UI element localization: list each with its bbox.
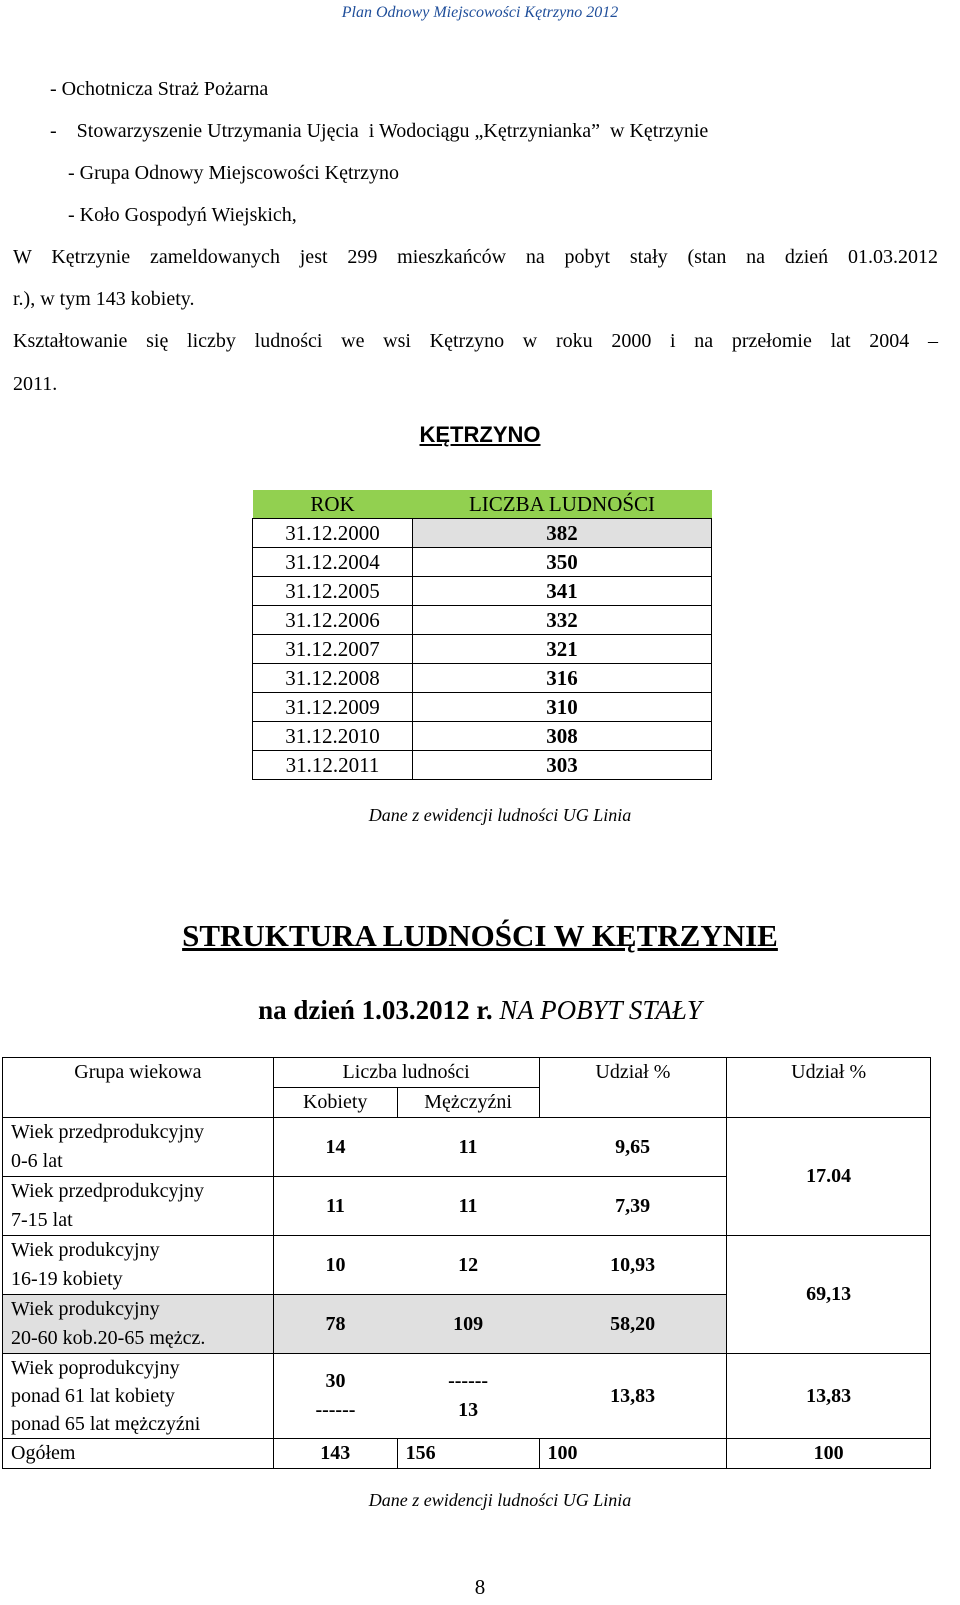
total-label: Ogółem <box>3 1439 274 1469</box>
men-cell: 109 <box>397 1295 539 1354</box>
header-group: Grupa wiekowa <box>3 1058 274 1088</box>
age-group-cell: Wiek produkcyjny 16-19 kobiety <box>3 1236 274 1295</box>
header-year: ROK <box>253 490 413 519</box>
year-cell: 31.12.2000 <box>253 519 413 548</box>
structure-source-note: Dane z ewidencji ludności UG Linia <box>368 1490 632 1510</box>
year-cell: 31.12.2005 <box>253 577 413 606</box>
year-cell: 31.12.2008 <box>253 664 413 693</box>
table-row <box>3 1118 931 1177</box>
total-row <box>3 1439 931 1469</box>
paragraph-2-line-1: Kształtowanie się liczby ludności we wsi Kętrzyno w roku 2000 i na przełomie lat 2004 – <box>13 330 938 352</box>
year-cell: 31.12.2007 <box>253 635 413 664</box>
value-cell: 308 <box>413 722 712 751</box>
intro-line-1: - Ochotnicza Straż Pożarna <box>50 78 269 100</box>
age-group-cell: Wiek przedprodukcyjny 0-6 lat <box>3 1118 274 1177</box>
women-cell: 11 <box>273 1177 397 1236</box>
table-row <box>253 722 712 751</box>
intro-line-3: - Grupa Odnowy Miejscowości Kętrzyno <box>68 162 400 184</box>
men-cell: 11 <box>397 1177 539 1236</box>
women-cell: 14 <box>273 1118 397 1177</box>
total-share: 100 <box>539 1439 727 1469</box>
structure-subheader-row <box>3 1088 931 1118</box>
page-header: Plan Odnowy Miejscowości Kętrzyno 2012 <box>341 4 619 21</box>
header-women: Kobiety <box>273 1088 397 1118</box>
women-cell: 78 <box>273 1295 397 1354</box>
intro-line-2: - Stowarzyszenie Utrzymania Ujęcia i Wodociągu „Kętrzynianka” w Kętrzynie <box>50 120 709 142</box>
value-cell: 350 <box>413 548 712 577</box>
paragraph-1-line-1: W Kętrzynie zameldowanych jest 299 mieszkańców na pobyt stały (stan na dzień 01.03.2012 <box>13 246 938 268</box>
value-cell: 321 <box>413 635 712 664</box>
total-women: 143 <box>273 1439 397 1469</box>
value-cell: 310 <box>413 693 712 722</box>
value-cell: 341 <box>413 577 712 606</box>
year-cell: 31.12.2004 <box>253 548 413 577</box>
group-share-preproductive: 17.04 <box>727 1118 931 1236</box>
structure-table <box>2 1057 931 1469</box>
header-population: Liczba ludności <box>273 1058 539 1088</box>
group-share-postproductive: 13,83 <box>727 1354 931 1439</box>
women-cell: 10 <box>273 1236 397 1295</box>
table-row <box>253 693 712 722</box>
men-cell: 11 <box>397 1118 539 1177</box>
table-row <box>253 635 712 664</box>
value-cell: 382 <box>413 519 712 548</box>
share-cell: 9,65 <box>539 1118 727 1177</box>
age-group-cell: Wiek przedprodukcyjny 7-15 lat <box>3 1177 274 1236</box>
value-cell: 332 <box>413 606 712 635</box>
table-row <box>3 1236 931 1295</box>
header-share-2: Udział % <box>727 1058 931 1088</box>
table-row <box>253 664 712 693</box>
intro-line-4: - Koło Gospodyń Wiejskich, <box>68 204 297 226</box>
age-group-cell: Wiek produkcyjny 20-60 kob.20-65 mężcz. <box>3 1295 274 1354</box>
share-cell: 10,93 <box>539 1236 727 1295</box>
structure-header-row <box>3 1058 931 1088</box>
structure-title: STRUKTURA LUDNOŚCI W KĘTRZYNIE <box>182 918 778 953</box>
total-men: 156 <box>397 1439 539 1469</box>
value-cell: 316 <box>413 664 712 693</box>
year-cell: 31.12.2011 <box>253 751 413 780</box>
population-table-title: KĘTRZYNO <box>419 422 541 447</box>
population-table <box>252 490 712 780</box>
table-row <box>253 751 712 780</box>
men-cell: 12 <box>397 1236 539 1295</box>
page-number: 8 <box>474 1575 486 1599</box>
table-row <box>253 606 712 635</box>
age-group-cell: Wiek poprodukcyjny ponad 61 lat kobiety ponad 65 lat mężczyźni <box>3 1354 274 1439</box>
table-row <box>253 519 712 548</box>
population-header-row <box>253 490 712 519</box>
group-share-productive: 69,13 <box>727 1236 931 1354</box>
men-cell: ------ 13 <box>397 1354 539 1439</box>
header-men: Mężczyźni <box>397 1088 539 1118</box>
table-row <box>253 577 712 606</box>
women-cell: 30 ------ <box>273 1354 397 1439</box>
year-cell: 31.12.2006 <box>253 606 413 635</box>
year-cell: 31.12.2009 <box>253 693 413 722</box>
paragraph-2-line-2: 2011. <box>13 373 58 395</box>
year-cell: 31.12.2010 <box>253 722 413 751</box>
total-share-2: 100 <box>727 1439 931 1469</box>
table-row <box>3 1354 931 1439</box>
structure-date-suffix: NA POBYT STAŁY <box>499 995 702 1025</box>
header-share-1: Udział % <box>539 1058 727 1088</box>
population-source-note: Dane z ewidencji ludności UG Linia <box>368 805 632 825</box>
structure-date-line <box>0 995 960 1026</box>
paragraph-1-line-2: r.), w tym 143 kobiety. <box>13 288 195 310</box>
share-cell: 58,20 <box>539 1295 727 1354</box>
structure-date: na dzień 1.03.2012 r. <box>258 995 493 1025</box>
share-cell: 13,83 <box>539 1354 727 1439</box>
value-cell: 303 <box>413 751 712 780</box>
header-population: LICZBA LUDNOŚCI <box>413 490 712 519</box>
table-row <box>253 548 712 577</box>
share-cell: 7,39 <box>539 1177 727 1236</box>
